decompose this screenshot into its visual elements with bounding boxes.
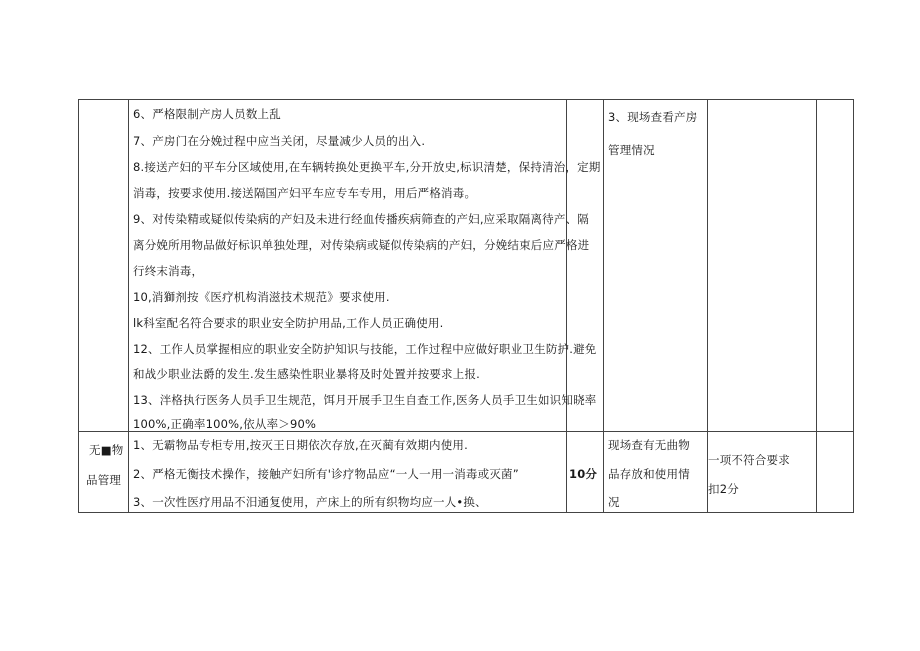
- content-line: lk科室配名符合要求的职业安全防护用品,工作人员正确使用.: [133, 316, 444, 330]
- table-border-bottom: [78, 512, 854, 513]
- content-line: 1、无霸物品专柜专用,按灭王日期依次存放,在灭蔺有效期内使用.: [133, 438, 468, 452]
- content-line: 消毒，按要求使用.接送隔国产妇平车应专车专用，用后严格消毒。: [133, 186, 477, 200]
- content-line: 3、一次性医疗用品不汨通复使用，产床上的所有织物均应一人•换、: [133, 495, 487, 509]
- content-line: 10,消獅剂按《医疗机构消滋技术规范》要求使用.: [133, 290, 390, 304]
- content-line: 2、严格无衡技术操作，接触产妇所有'诊疗物品应“一人一用一消毒或灭菌”: [133, 467, 519, 481]
- method-line: 3、现场查看产房: [608, 110, 698, 124]
- category-line: 品管理: [86, 473, 122, 487]
- category-line: 无■物: [89, 443, 124, 457]
- deduction-line: 扣2分: [708, 482, 739, 496]
- content-line: 13、泮格执行医务人员手卫生规范，饵月开展手卫生自查工作,医务人员手卫生如识知晓率: [133, 393, 597, 407]
- table-border-right: [853, 99, 854, 512]
- table-border-left: [78, 99, 79, 512]
- content-line: 6、严格限制产房人员数上乱: [133, 107, 281, 121]
- deduction-line: 一项不符合要求: [708, 453, 790, 467]
- content-line: 行终末消毒，: [133, 264, 204, 278]
- content-line: 100%,正确率100%,依从率＞90%: [133, 417, 317, 431]
- method-line: 品存放和使用情: [608, 467, 690, 481]
- table-border-col2: [128, 99, 129, 512]
- method-line: 管理情况: [608, 143, 655, 157]
- table-border-col4: [603, 99, 604, 512]
- content-line: 12、工作人员掌握相应的职业安全防护知识与技能，工作过程中应做好职业卫生防护.避免: [133, 342, 597, 356]
- content-line: 离分娩所用物品做好标识单独处理，对传染病或疑似传染病的产妇，分娩结束后应严格进: [133, 238, 590, 252]
- score-value: 10分: [569, 467, 598, 481]
- method-line: 现场查有无曲物: [608, 438, 690, 452]
- content-line: 8.接送产妇的平车分区域使用,在车辆转换处更换平车,分开放史,标识清楚，保持清治，定期: [133, 160, 601, 174]
- method-line: 况: [608, 495, 620, 509]
- content-line: 7、产房门在分娩过程中应当关闭，尽量减少人员的出入.: [133, 134, 426, 148]
- content-line: 9、对传染精或疑似传染病的产妇及未进行经血传播疾病筛查的产妇,应采取隔离待产、隔: [133, 212, 589, 226]
- table-border-col5: [707, 99, 708, 512]
- table-border-top: [78, 99, 854, 100]
- content-line: 和战少职业法爵的发生.发生感染性职业暴将及时处置并按要求上报.: [133, 367, 481, 381]
- table-border-col6: [816, 99, 817, 512]
